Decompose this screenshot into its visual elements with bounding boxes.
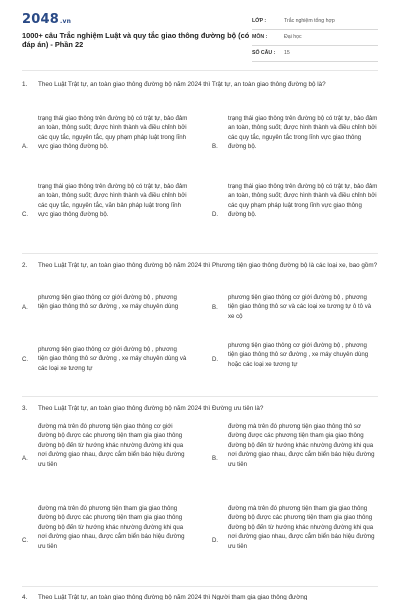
option-letter: A.: [22, 143, 28, 150]
question-4: [22, 593, 382, 600]
option-letter: A.: [22, 455, 28, 462]
option-letter: C.: [22, 356, 29, 363]
meta-label: LỚP :: [252, 18, 267, 24]
option-letter: D.: [212, 356, 219, 363]
option-text: trạng thái giao thông trên đường bộ có trật tự, bảo đảm an toàn, thông suốt; được hình thành và điều chỉnh bởi các quy tắc, nguyên tắc, quy phạm pháp luật trong lĩnh vực giao thông đường bộ.: [38, 115, 188, 151]
option-letter: B.: [212, 304, 218, 311]
option-text: trạng thái giao thông trên đường bộ có trật tự, bảo đảm an toàn, thông suốt; được hình thành và điều chỉnh bởi các quy tắc, nguyên tắc trong lĩnh vực giao thông đường bộ.: [228, 115, 378, 151]
site-logo[interactable]: [22, 12, 71, 27]
page-title: 1000+ câu Trắc nghiệm Luật và quy tắc giao thông đường bộ (có đáp án) - Phần 22: [22, 31, 250, 50]
meta-value: Trắc nghiệm tổng hợp: [284, 18, 335, 24]
option-text: trạng thái giao thông trên đường bộ có trật tự, bảo đảm an toàn, thông suốt; được hình thành và điều chỉnh bởi các quy tắc, nguyên tắc, văn bản pháp luật trong lĩnh vực giao thông đường bộ.: [38, 183, 188, 219]
option-text: phương tiện giao thông cơ giới đường bộ , phương tiện giao thông thô sơ đường , xe máy chuyên dùng và các loại xe tương tự: [38, 346, 187, 372]
question-number: 4.: [22, 594, 28, 600]
meta-value: Đại học: [284, 34, 302, 40]
meta-row-class: [252, 14, 378, 30]
option-text: phương tiện giao thông cơ giới đường bộ , phương tiện giao thông thô sơ đường , xe máy chuyên dùng hoặc các loại xe tương tự: [228, 342, 369, 368]
option-text: đường mà trên đó phương tiện giao thông thô sơ đường được các phương tiện tham gia giao thông đường bộ đến từ hướng khác nhường đường khi qua nơi đường giao nhau, được cắm biển báo hiệu đường ưu tiên: [228, 423, 375, 468]
meta-table: [252, 14, 378, 62]
meta-label: MÔN :: [252, 34, 268, 40]
divider: [22, 396, 378, 397]
question-number: 3.: [22, 405, 28, 412]
divider: [22, 253, 378, 254]
option-text: đường mà trên đó phương tiện giao thông cơ giới đường bộ được các phương tiện tham gia giao thông đường bộ đến từ hướng khác nhường đường khi qua nơi đường giao nhau, được cắm biển báo hiệu đường ưu tiên: [38, 423, 185, 468]
question-number: 2.: [22, 262, 28, 269]
option-letter: B.: [212, 143, 218, 150]
meta-row-subject: [252, 30, 378, 46]
meta-label: SỐ CÂU :: [252, 50, 276, 56]
option-letter: B.: [212, 455, 218, 462]
question-body: Theo Luật Trật tự, an toàn giao thông đường bộ năm 2024 thì Phương tiện giao thông đường bộ là các loại xe, bao gồm?: [38, 262, 378, 269]
logo-suffix: .vn: [59, 18, 72, 25]
option-letter: D.: [212, 537, 219, 544]
option-letter: A.: [22, 304, 28, 311]
question-body: Theo Luật Trật tự, an toàn giao thông đường bộ năm 2024 thì Đường ưu tiên là?: [38, 405, 264, 412]
divider: [22, 586, 378, 587]
logo-text: 2048: [22, 12, 59, 27]
option-text: phương tiện giao thông cơ giới đường bộ , phương tiện giao thông thô sơ đường , xe máy chuyên dùng: [38, 294, 179, 311]
option-text: đường mà trên đó phương tiện tham gia giao thông đường bộ được các phương tiện tham gia giao thông đường bộ đến từ hướng khác nhường đường khi qua nơi đường giao nhau, được cắm biển báo hiệu đường ưu tiên: [38, 505, 185, 550]
option-letter: D.: [212, 211, 219, 218]
document-header: [0, 0, 400, 64]
option-text: đường mà trên đó phương tiện tham gia giao thông đường bộ được các phương tiện tham gia giao thông đường bộ đến từ hướng khác nhường đường khi qua nơi đường giao nhau, được cắm biển báo hiệu đường ưu tiên: [228, 505, 375, 550]
option-letter: C.: [22, 537, 29, 544]
option-letter: C.: [22, 211, 29, 218]
question-body: Theo Luật Trật tự, an toàn giao thông đường bộ năm 2024 thì Trật tự, an toàn giao thông đường bộ là?: [38, 81, 326, 88]
divider: [22, 70, 378, 71]
option-text: trạng thái giao thông trên đường bộ có trật tự, bảo đảm an toàn, thông suốt; được hình thành và điều chỉnh bởi các quy phạm pháp luật trong lĩnh vực giao thông đường bộ.: [228, 183, 378, 219]
option-text: phương tiện giao thông cơ giới đường bộ , phương tiện giao thông thô sơ và các loại xe tương tự ô tô và xe cộ: [228, 294, 372, 320]
question-number: 1.: [22, 81, 28, 88]
question-body: Theo Luật Trật tự, an toàn giao thông đường bộ năm 2024 thì Người tham gia giao thông đường: [38, 594, 308, 600]
meta-value: 15: [284, 50, 290, 56]
meta-row-count: [252, 46, 378, 62]
